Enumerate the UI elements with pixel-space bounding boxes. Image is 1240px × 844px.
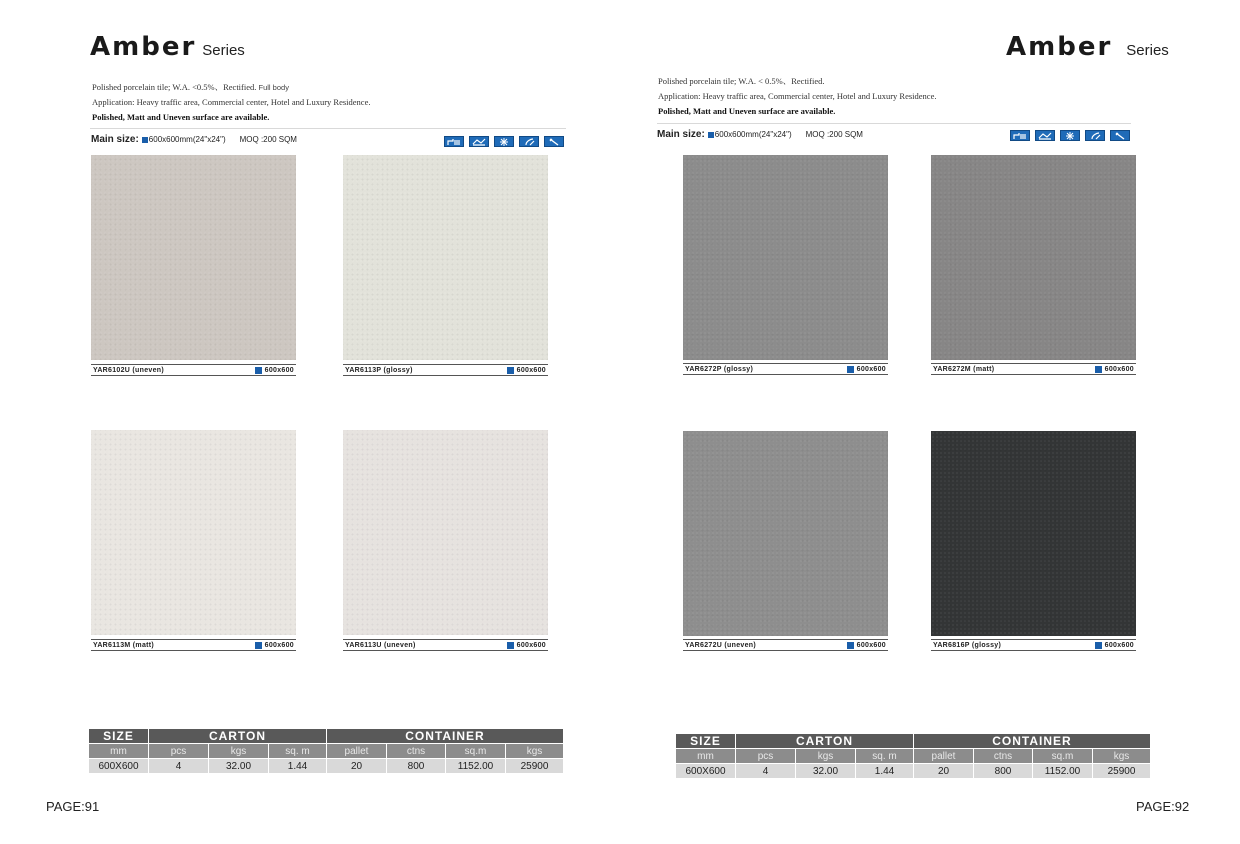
tile-caption <box>683 639 888 651</box>
cell-pcs: 4 <box>736 764 796 779</box>
series-title <box>1006 32 1169 62</box>
col-mm: mm <box>676 749 736 764</box>
col-sqm: sq. m <box>856 749 914 764</box>
cell-sqm: 1.44 <box>269 759 327 774</box>
col-pcs: pcs <box>149 744 209 759</box>
cell-pallet: 20 <box>327 759 387 774</box>
page-number: PAGE:91 <box>46 799 100 814</box>
col-container-kgs: kgs <box>506 744 564 759</box>
main-size-label: Main size: <box>91 134 139 145</box>
spec-table <box>675 733 1151 779</box>
stain-icon <box>519 136 539 147</box>
tile-swatch <box>931 431 1136 636</box>
cell-container-kgs: 25900 <box>1093 764 1151 779</box>
desc-line-2: Application: Heavy traffic area, Commercial center, Hotel and Luxury Residence. <box>658 91 937 101</box>
cell-container-sqm: 1152.00 <box>1033 764 1093 779</box>
container-header: CONTAINER <box>327 729 564 744</box>
col-ctns: ctns <box>974 749 1033 764</box>
divider <box>90 128 566 129</box>
tile-swatch <box>343 430 548 635</box>
tile-code: YAR6272M (matt) <box>933 365 995 373</box>
tile-swatch <box>91 430 296 635</box>
cell-pcs: 4 <box>149 759 209 774</box>
scratch-icon <box>544 136 564 147</box>
tile-code: YAR6272P (glossy) <box>685 365 754 373</box>
col-pallet: pallet <box>914 749 974 764</box>
main-size-value: 600x600mm(24"x24") <box>714 130 792 139</box>
col-container-sqm: sq.m <box>446 744 506 759</box>
cell-ctns: 800 <box>974 764 1033 779</box>
product-description <box>92 80 370 125</box>
moq-label: MOQ :200 SQM <box>805 130 863 139</box>
blue-square-icon <box>847 366 854 373</box>
main-size-value: 600x600mm(24"x24") <box>148 135 226 144</box>
tile-caption <box>91 364 296 376</box>
carton-header: CARTON <box>736 734 914 749</box>
tile-code: YAR6113M (matt) <box>93 641 155 649</box>
blue-square-icon <box>142 137 148 143</box>
cell-kgs: 32.00 <box>796 764 856 779</box>
blue-square-icon <box>1095 642 1102 649</box>
cell-size: 600X600 <box>676 764 736 779</box>
cell-kgs: 32.00 <box>209 759 269 774</box>
blue-square-icon <box>1095 366 1102 373</box>
tile-size: 600x600 <box>516 641 546 649</box>
tile-code: YAR6816P (glossy) <box>933 641 1002 649</box>
tile-caption <box>343 364 548 376</box>
blue-square-icon <box>255 367 262 374</box>
col-container-kgs: kgs <box>1093 749 1151 764</box>
tile-caption <box>931 363 1136 375</box>
main-size-row <box>91 134 297 145</box>
tile-code: YAR6272U (uneven) <box>685 641 756 649</box>
size-header: SIZE <box>89 729 149 744</box>
shower-icon <box>1010 130 1030 141</box>
series-label: Series <box>1126 42 1169 59</box>
tile-swatch <box>931 155 1136 360</box>
tile-size: 600x600 <box>264 366 294 374</box>
cell-container-sqm: 1152.00 <box>446 759 506 774</box>
tile-caption <box>91 639 296 651</box>
tile-size: 600x600 <box>856 641 886 649</box>
tile-swatch <box>683 155 888 360</box>
tile-code: YAR6102U (uneven) <box>93 366 164 374</box>
tile-code: YAR6113P (glossy) <box>345 366 413 374</box>
col-sqm: sq. m <box>269 744 327 759</box>
shower-icon <box>444 136 464 147</box>
divider <box>657 123 1131 124</box>
cell-size: 600X600 <box>89 759 149 774</box>
spec-table <box>88 728 564 774</box>
moq-label: MOQ :200 SQM <box>239 135 297 144</box>
cell-container-kgs: 25900 <box>506 759 564 774</box>
container-header: CONTAINER <box>914 734 1151 749</box>
col-ctns: ctns <box>387 744 446 759</box>
desc-line-1: Polished porcelain tile; W.A. <0.5%、Rectified. <box>92 82 257 92</box>
tile-swatch <box>343 155 548 360</box>
col-kgs: kgs <box>796 749 856 764</box>
frost-icon <box>494 136 514 147</box>
feature-icons <box>1010 130 1130 141</box>
carton-header: CARTON <box>149 729 327 744</box>
tile-size: 600x600 <box>264 641 294 649</box>
col-container-sqm: sq.m <box>1033 749 1093 764</box>
tile-caption <box>343 639 548 651</box>
tile-size: 600x600 <box>1104 365 1134 373</box>
tile-caption <box>931 639 1136 651</box>
slip-icon <box>1035 130 1055 141</box>
right-page <box>620 0 1240 844</box>
series-label: Series <box>202 42 245 59</box>
feature-icons <box>444 136 564 147</box>
tile-caption <box>683 363 888 375</box>
main-size-label: Main size: <box>657 129 705 140</box>
size-header: SIZE <box>676 734 736 749</box>
blue-square-icon <box>507 642 514 649</box>
page-number: PAGE:92 <box>1136 799 1190 814</box>
brand-name: Amber <box>90 32 197 62</box>
stain-icon <box>1085 130 1105 141</box>
blue-square-icon <box>507 367 514 374</box>
blue-square-icon <box>255 642 262 649</box>
cell-pallet: 20 <box>914 764 974 779</box>
brand-name: Amber <box>1006 32 1113 62</box>
desc-line-2: Application: Heavy traffic area, Commercial center, Hotel and Luxury Residence. <box>92 97 371 107</box>
desc-line-3: Polished, Matt and Uneven surface are available. <box>92 112 270 122</box>
blue-square-icon <box>847 642 854 649</box>
tile-size: 600x600 <box>516 366 546 374</box>
col-pallet: pallet <box>327 744 387 759</box>
tile-size: 600x600 <box>1104 641 1134 649</box>
desc-full-body: Full body <box>258 83 289 92</box>
tile-size: 600x600 <box>856 365 886 373</box>
tile-code: YAR6113U (uneven) <box>345 641 416 649</box>
blue-square-icon <box>708 132 714 138</box>
frost-icon <box>1060 130 1080 141</box>
tile-swatch <box>91 155 296 360</box>
tile-swatch <box>683 431 888 636</box>
col-pcs: pcs <box>736 749 796 764</box>
col-kgs: kgs <box>209 744 269 759</box>
cell-sqm: 1.44 <box>856 764 914 779</box>
cell-ctns: 800 <box>387 759 446 774</box>
series-title <box>90 32 245 62</box>
slip-icon <box>469 136 489 147</box>
scratch-icon <box>1110 130 1130 141</box>
product-description <box>658 74 936 119</box>
main-size-row <box>657 129 863 140</box>
desc-line-3: Polished, Matt and Uneven surface are available. <box>658 106 836 116</box>
desc-line-1: Polished porcelain tile; W.A. < 0.5%、Rectified. <box>658 76 825 86</box>
col-mm: mm <box>89 744 149 759</box>
